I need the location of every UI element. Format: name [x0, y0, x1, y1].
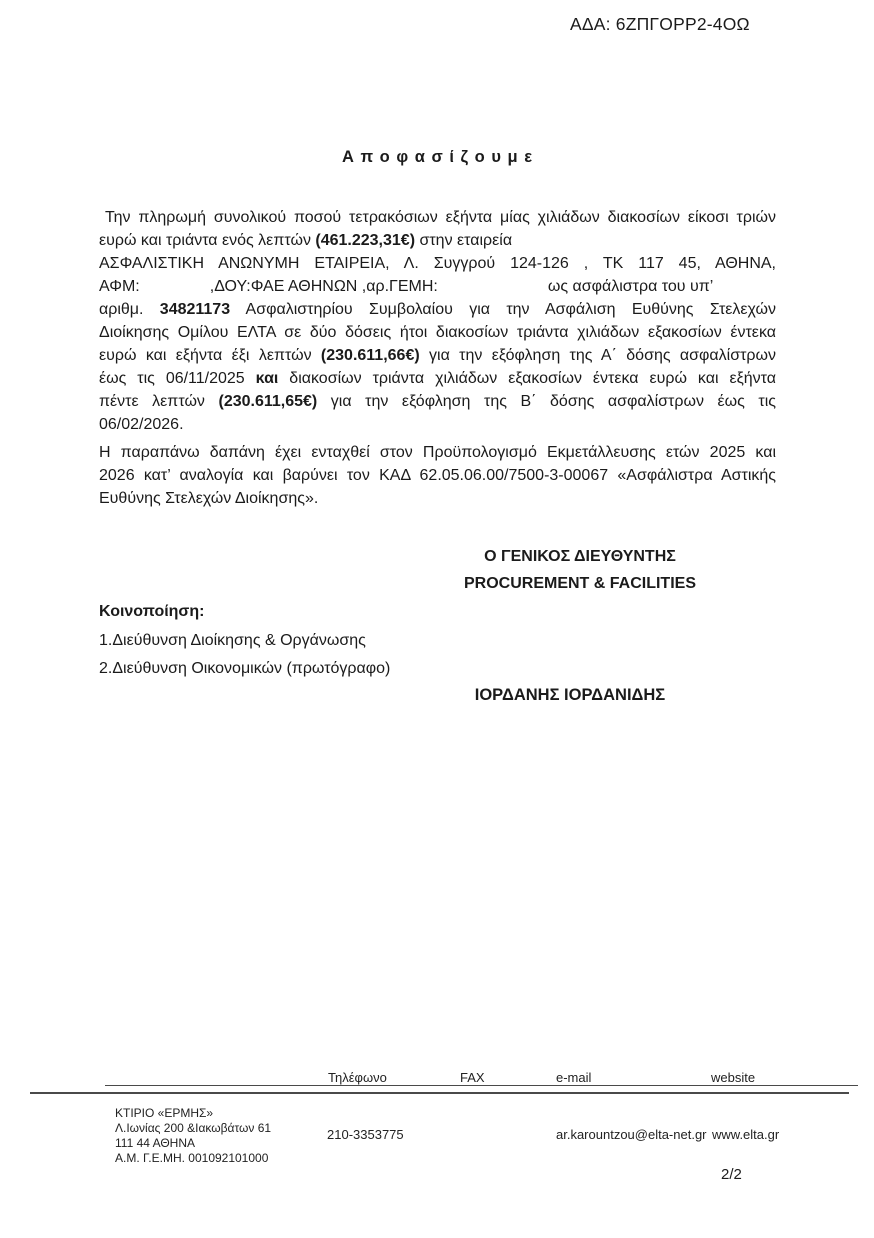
footer-website-value: www.elta.gr	[712, 1127, 780, 1142]
footer-address-street: Λ.Ιωνίας 200 &Ιακωβάτων 61	[115, 1121, 272, 1135]
text-line: αριθμ. 34821173 Ασφαλιστηρίου Συμβολαίου για την Ασφάλιση Ευθύνης Στελεχών	[99, 301, 776, 318]
text-line: Η παραπάνω δαπάνη έχει ενταχθεί στον Προϋπολογισμό Εκμετάλλευσης ετών 2025 και	[99, 444, 776, 461]
amount-installment-b: (230.611,65€)	[218, 393, 318, 410]
notification-item: 2.Διεύθυνση Οικονομικών (πρωτόγραφο)	[99, 660, 391, 677]
contract-number: 34821173	[159, 301, 231, 318]
text-line: έως τις 06/11/2025 και διακοσίων τριάντα χιλιάδων εξακοσίων έντεκα ευρώ και εξήντα	[99, 370, 776, 387]
budget-paragraph	[99, 441, 776, 510]
ada-code: ΑΔΑ: 6ΖΠΓΟΡΡ2-4ΟΩ	[570, 14, 750, 34]
text-line: Την πληρωμή συνολικού ποσού τετρακόσιων εξήντα μίας χιλιάδων διακοσίων είκοσι τριών	[105, 209, 776, 226]
footer-divider-thick	[30, 1092, 849, 1094]
signatory-name: ΙΟΡΔΑΝΗΣ ΙΟΡΔΑΝΙΔΗΣ	[474, 686, 666, 704]
text-line: 06/02/2026.	[99, 416, 184, 433]
notification-block	[99, 598, 390, 684]
footer-phone-value: 210-3353775	[327, 1127, 404, 1142]
text-line: ΑΦΜ: ,ΔΟΥ:ΦΑΕ ΑΘΗΝΩΝ ,αρ.ΓΕΜΗ: ως ασφάλιστρα του υπ’	[99, 278, 714, 295]
text-line: Ευθύνης Στελεχών Διοίκησης».	[99, 490, 319, 507]
footer-col-email: e-mail	[556, 1070, 592, 1085]
footer-col-phone: Τηλέφωνο	[328, 1070, 387, 1085]
signatory-title-line1: Ο ΓΕΝΙΚΟΣ ΔΙΕΥΘΥΝΤΗΣ	[484, 548, 676, 565]
text-line: 2026 κατ’ αναλογία και βαρύνει τον ΚΑΔ 62.05.06.00/7500-3-00067 «Ασφάλιστρα Αστικής	[99, 467, 776, 484]
decision-heading: Α π ο φ α σ ί ζ ο υ μ ε	[341, 148, 534, 166]
footer-address	[115, 1106, 271, 1166]
footer-divider-thin	[105, 1085, 858, 1086]
amount-installment-a: (230.611,66€)	[320, 347, 420, 364]
page-number: 2/2	[721, 1166, 742, 1183]
footer-address-building: ΚΤΙΡΙΟ «ΕΡΜΗΣ»	[115, 1106, 214, 1120]
notification-item: 1.Διεύθυνση Διοίκησης & Οργάνωσης	[99, 631, 366, 649]
footer-address-registry: Α.Μ. Γ.Ε.ΜΗ. 001092101000	[115, 1151, 269, 1165]
text-line: ευρώ και εξήντα έξι λεπτών (230.611,66€) για την εξόφληση της Α΄ δόσης ασφαλίστρων	[99, 347, 776, 364]
text-line: ευρώ και τριάντα ενός λεπτών (461.223,31€) στην εταιρεία	[99, 232, 513, 249]
signatory-title-line2: PROCUREMENT & FACILITIES	[463, 575, 696, 592]
text-line: ΑΣΦΑΛΙΣΤΙΚΗ ΑΝΩΝΥΜΗ ΕΤΑΙΡΕΙΑ, Λ. Συγγρού 124-126 , ΤΚ 117 45, ΑΘΗΝΑ,	[99, 255, 776, 272]
footer-email-value: ar.karountzou@elta-net.gr	[556, 1127, 707, 1142]
text-line: Διοίκησης Ομίλου ΕΛΤΑ σε δύο δόσεις ήτοι διακοσίων τριάντα χιλιάδων εξακοσίων έντεκα	[99, 324, 776, 341]
footer-address-city: 111 44 ΑΘΗΝΑ	[115, 1136, 196, 1150]
footer-col-fax: FAX	[460, 1070, 485, 1085]
signatory-title	[420, 543, 740, 597]
notification-label: Κοινοποίηση:	[99, 603, 205, 620]
amount-total: (461.223,31€)	[315, 232, 416, 249]
text-line: πέντε λεπτών (230.611,65€) για την εξόφληση της Β΄ δόσης ασφαλίστρων έως τις	[99, 393, 776, 410]
decision-paragraph	[99, 206, 776, 436]
footer-col-website: website	[711, 1070, 756, 1085]
